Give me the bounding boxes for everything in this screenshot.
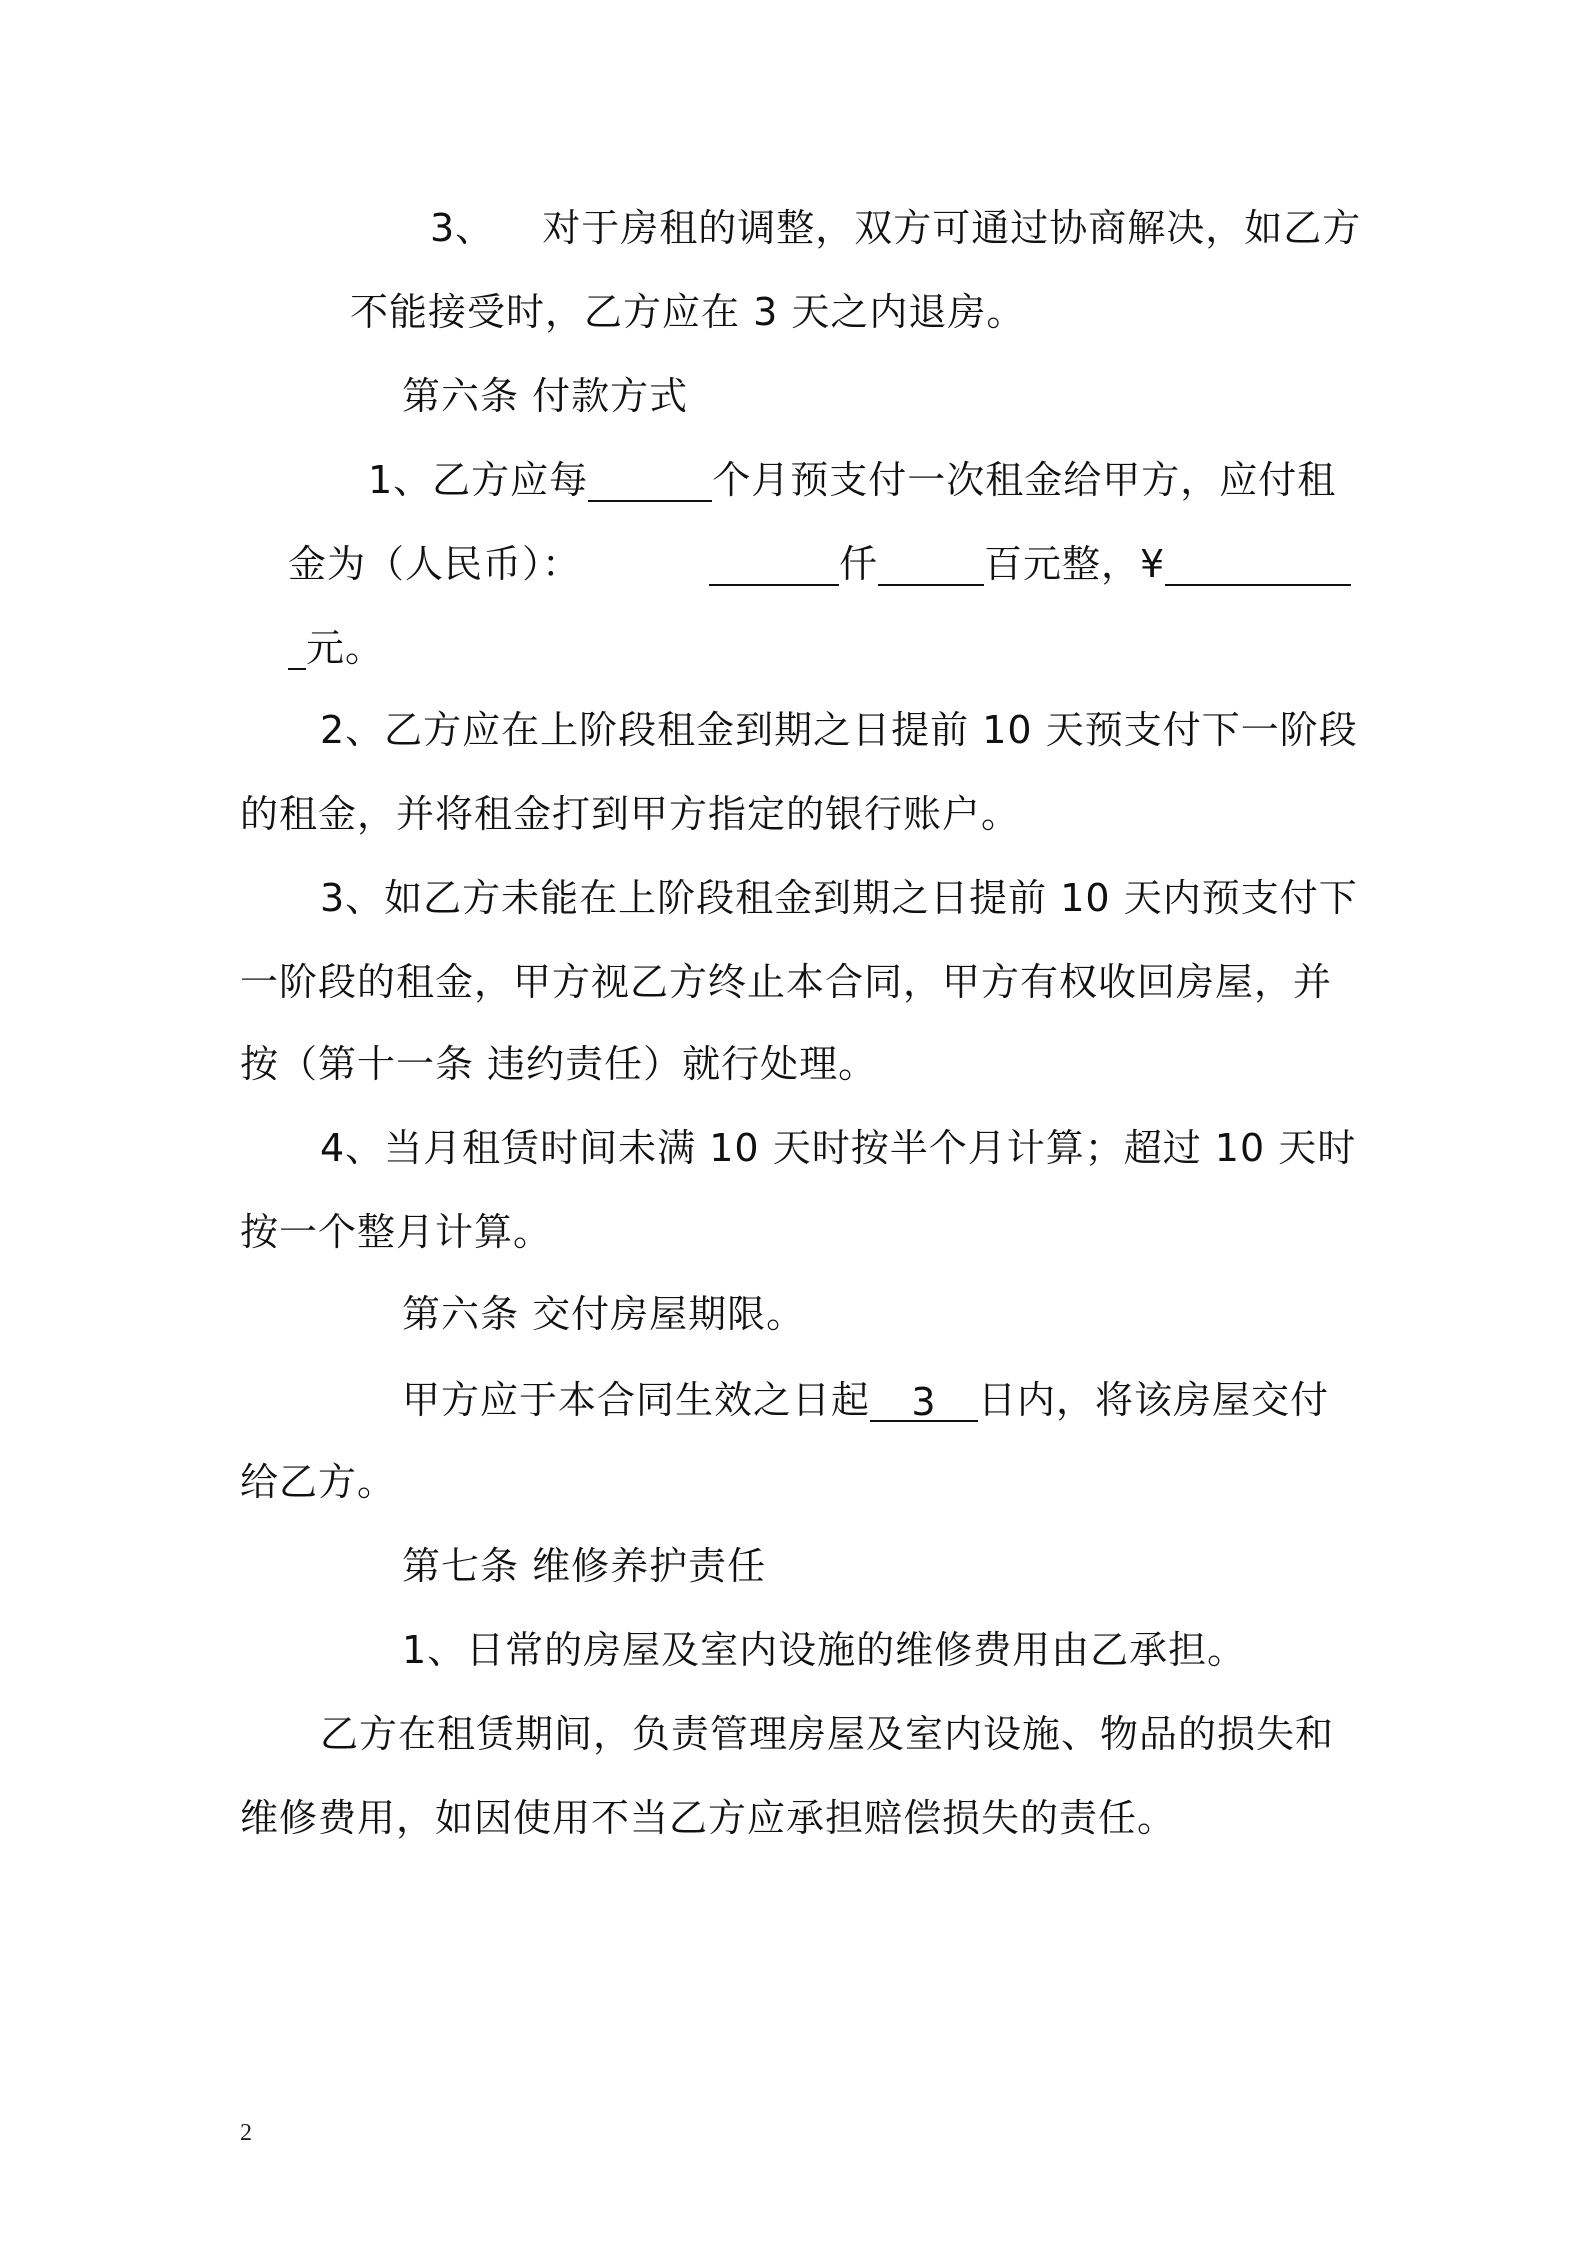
amount-blank-tail [288,628,306,670]
art7-heading: 第七条 维修养护责任 [402,1544,767,1588]
art7-p2-line1: 乙方在租赁期间，负责管理房屋及室内设施、物品的损失和 [320,1712,1335,1756]
payment-p1-start: 1、乙方应每 [368,458,589,502]
delivery-line1-end: 日内，将该房屋交付 [978,1378,1330,1422]
payment-p1-mid: 个月预支付一次租金给甲方，应付租 [712,458,1337,502]
art7-p1: 1、日常的房屋及室内设施的维修费用由乙承担。 [402,1628,1247,1672]
payment-p1-line2 [288,542,1351,586]
item3-text: 对于房租的调整，双方可通过协商解决，如乙方 [542,206,1362,250]
bai-label: 百元整，¥ [984,542,1166,586]
payment-p4-line2: 按一个整月计算。 [240,1210,553,1254]
item3-number: 3、 [430,206,495,250]
item3-line2: 不能接受时，乙方应在 3 天之内退房。 [350,290,1026,334]
payment-p1-line1 [368,458,1336,502]
yuan-label: 元。 [306,626,385,670]
payment-p2-line1: 2、乙方应在上阶段租金到期之日提前 10 天预支付下一阶段 [320,708,1358,752]
payment-p2-line2: 的租金，并将租金打到甲方指定的银行账户。 [240,792,1021,836]
delivery-days-value: 3 [870,1380,978,1422]
art6-delivery-heading: 第六条 交付房屋期限。 [402,1292,806,1336]
rmb-label: 金为（人民币）： [288,542,582,586]
payment-p3-line2: 一阶段的租金，甲方视乙方终止本合同，甲方有权收回房屋，并 [240,960,1333,1004]
delivery-line1-start: 甲方应于本合同生效之日起 [402,1378,871,1422]
delivery-line1 [402,1378,1329,1422]
months-blank [588,460,712,502]
art7-p2-line2: 维修费用，如因使用不当乙方应承担赔偿损失的责任。 [240,1796,1177,1840]
qian-blank [709,544,839,586]
payment-p3-line1: 3、如乙方未能在上阶段租金到期之日提前 10 天内预支付下 [320,876,1358,920]
delivery-line2: 给乙方。 [240,1460,397,1504]
payment-p4-line1: 4、当月租赁时间未满 10 天时按半个月计算；超过 10 天时 [320,1126,1357,1170]
bai-blank [878,544,984,586]
page-number: 2 [240,2120,252,2146]
qian-label: 仟 [839,542,879,586]
item3-line1 [430,206,1361,250]
payment-p3-line3: 按（第十一条 违约责任）就行处理。 [240,1042,878,1086]
payment-p1-line3 [288,626,384,670]
amount-blank [1165,544,1351,586]
art6-payment-heading: 第六条 付款方式 [402,374,689,418]
